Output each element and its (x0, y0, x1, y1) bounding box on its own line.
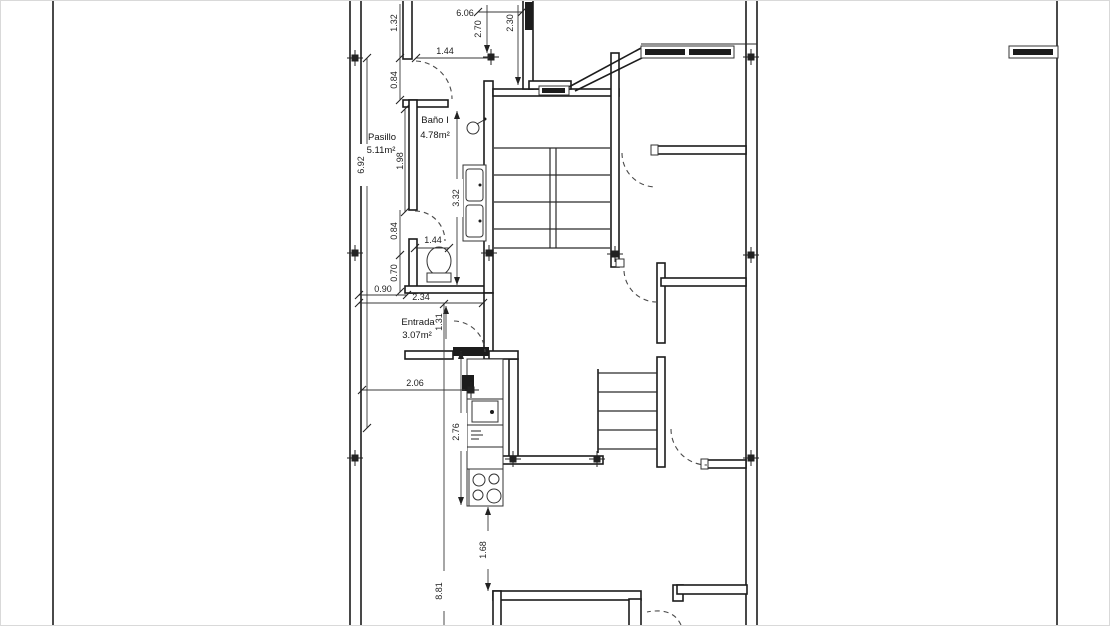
room-entrada-area: 3.07m² (402, 330, 432, 341)
dim-1-44-top: 1.44 (436, 46, 454, 56)
dim-1-98: 1.98 (395, 152, 405, 170)
dim-2-70: 2.70 (473, 20, 483, 38)
room-labels (367, 115, 450, 341)
dim-1-32: 1.32 (389, 14, 399, 32)
dim-2-34: 2.34 (412, 292, 430, 302)
dim-6-06: 6.06 (456, 8, 474, 18)
dim-1-44-door: 1.44 (424, 235, 442, 245)
window-symbols (525, 2, 1058, 95)
dim-8-81: 8.81 (434, 582, 444, 600)
dim-2-76: 2.76 (451, 423, 461, 441)
room-bano-name: Baño I (421, 115, 449, 126)
kitchen-fixtures (462, 359, 503, 506)
interior-walls (403, 1, 747, 625)
dim-0-84-upper: 0.84 (389, 71, 399, 89)
room-bano-area: 4.78m² (420, 130, 450, 141)
dim-0-70: 0.70 (389, 264, 399, 282)
dim-3-32: 3.32 (451, 189, 461, 207)
floor-plan-canvas (1, 1, 1109, 625)
room-pasillo-area: 5.11m² (366, 145, 396, 156)
dim-6-92: 6.92 (356, 156, 366, 174)
dim-1-31: 1.31 (434, 313, 444, 331)
dim-1-68: 1.68 (478, 541, 488, 559)
dim-0-90: 0.90 (374, 284, 392, 294)
dim-0-84-lower: 0.84 (389, 222, 399, 240)
room-pasillo-name: Pasillo (368, 132, 396, 143)
main-staircase (494, 148, 610, 248)
dim-2-30: 2.30 (505, 14, 515, 32)
room-entrada-name: Entrada (401, 317, 435, 328)
lower-staircase (598, 373, 657, 449)
dim-2-06: 2.06 (406, 378, 424, 388)
